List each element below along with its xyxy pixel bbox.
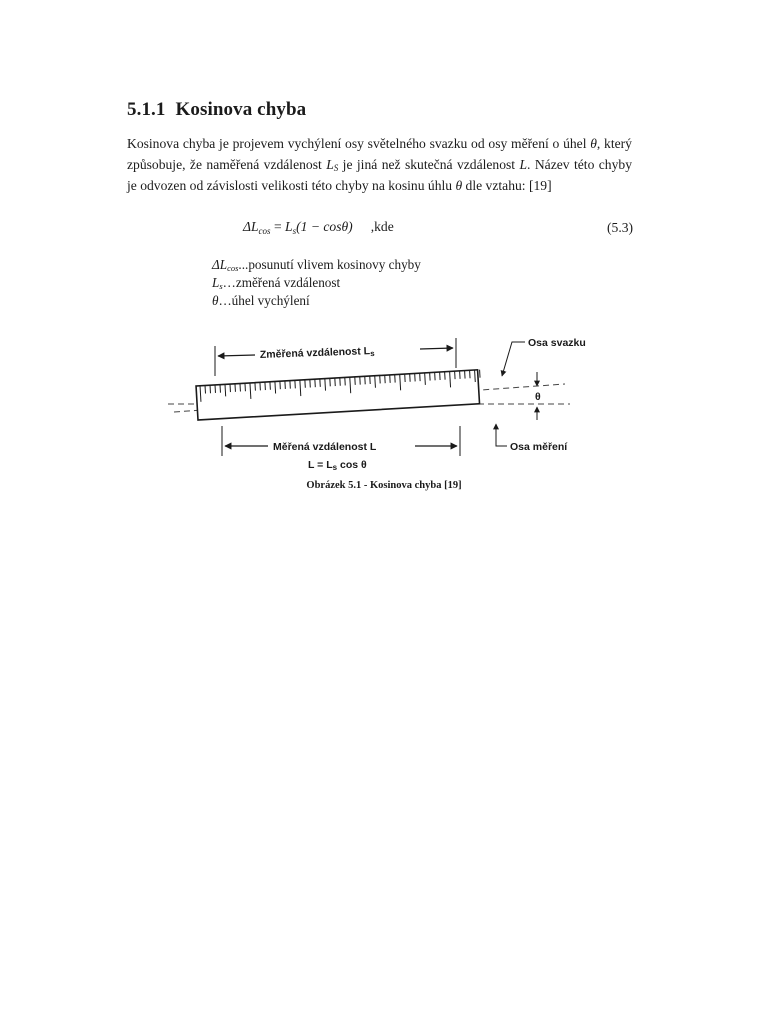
equation-ls-sub: s xyxy=(292,226,297,236)
ruler-tick xyxy=(425,373,426,385)
top-dimension-label: Změřená vzdálenost Ls xyxy=(259,345,375,361)
legend-symbol: L xyxy=(212,275,220,290)
cosine-formula: L = Ls cos θ xyxy=(308,459,367,472)
paragraph-text: je jiná než skutečná vzdálenost xyxy=(338,157,520,172)
theta-symbol: θ xyxy=(455,178,463,193)
ruler-tick xyxy=(325,379,326,391)
legend-text: ...posunutí vlivem kosinovy chyby xyxy=(238,257,421,272)
paragraph-text: dle vztahu: [19] xyxy=(462,178,552,193)
figure-caption: Obrázek 5.1 - Kosinova chyba [19] xyxy=(306,480,462,491)
equation-equals: = xyxy=(270,219,286,234)
ruler xyxy=(196,370,481,420)
top-arrow-right xyxy=(420,348,453,349)
bottom-dimension-label: Měřená vzdálenost L xyxy=(273,441,377,453)
equation xyxy=(243,219,394,235)
l-symbol: L xyxy=(519,157,528,172)
ls-subscript: S xyxy=(333,163,339,173)
body-paragraph xyxy=(127,133,632,196)
section-number: 5.1.1 xyxy=(127,99,166,120)
equation-body: (1 − cosθ) xyxy=(296,219,353,234)
section-heading xyxy=(127,99,306,121)
ruler-tick xyxy=(475,370,476,382)
ls-symbol: L xyxy=(326,157,334,172)
legend-text: …změřená vzdálenost xyxy=(222,275,341,290)
equation-ls: L xyxy=(285,219,293,234)
equation-delta-l: ΔL xyxy=(243,219,259,234)
legend-row xyxy=(212,256,421,274)
equation-number: (5.3) xyxy=(607,220,634,235)
cosine-error-figure xyxy=(160,328,600,478)
legend-subscript: s xyxy=(219,281,223,291)
paragraph-text: . Název této chyby je odvozen od závislosti velikosti této chyby na kosinu úhlu xyxy=(127,157,632,193)
ruler-tick xyxy=(375,376,376,388)
top-arrow-left xyxy=(218,355,255,356)
equation-delta-sub: cos xyxy=(258,226,271,236)
legend-row xyxy=(212,274,421,292)
angle-theta-label: θ xyxy=(535,391,541,403)
beam-axis-label: Osa svazku xyxy=(528,337,586,349)
legend-row xyxy=(212,292,421,310)
beam-axis-leader xyxy=(502,342,525,376)
legend-text: …úhel vychýlení xyxy=(218,293,310,308)
legend-symbol: ΔL xyxy=(212,257,228,272)
measurement-axis-label: Osa měření xyxy=(510,441,568,453)
legend-symbol: θ xyxy=(212,293,219,308)
symbol-legend xyxy=(212,256,421,310)
paragraph-text: , který způsobuje, že naměřená vzdálenost xyxy=(127,136,632,172)
section-title: Kosinova chyba xyxy=(175,99,307,120)
legend-subscript: cos xyxy=(227,263,239,273)
ruler-tick xyxy=(225,384,226,396)
theta-symbol: θ xyxy=(590,136,597,151)
ruler-tick xyxy=(275,382,276,394)
paragraph-text: Kosinova chyba je projevem vychýlení osy světelného svazku od osy měření o úhel xyxy=(127,136,591,151)
equation-kde: ,kde xyxy=(370,219,394,234)
figure-diagram xyxy=(160,328,600,478)
measurement-axis-leader xyxy=(496,424,507,446)
